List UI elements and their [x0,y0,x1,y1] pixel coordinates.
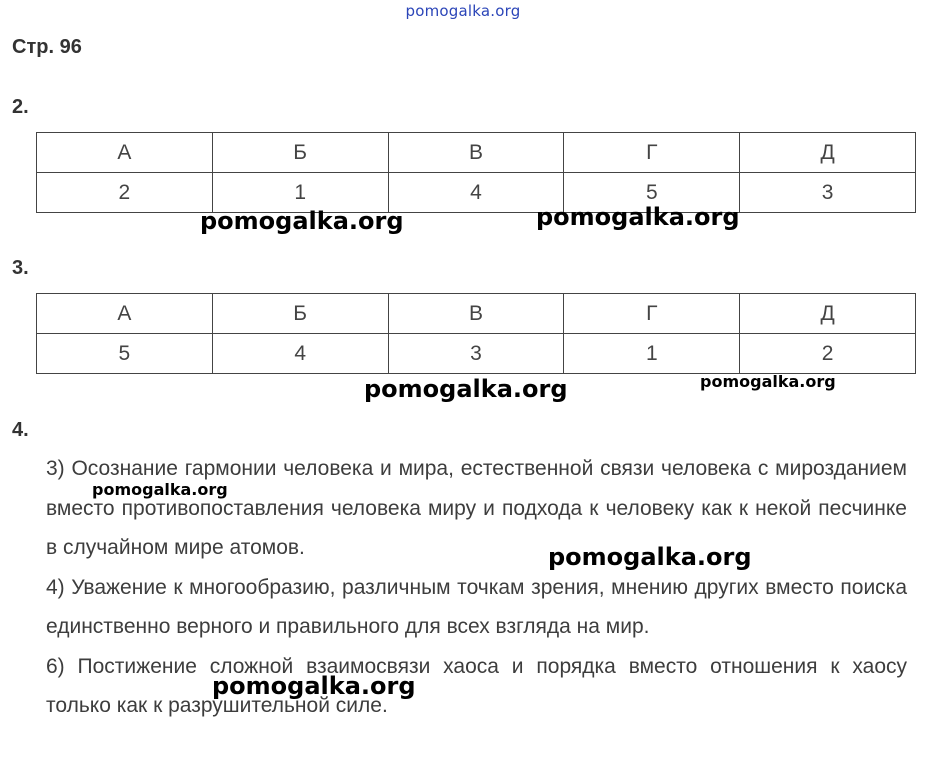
table-header-row [37,294,916,334]
watermark-text: pomogalka.org [700,372,836,391]
table-cell: 4 [388,173,564,213]
answer-item: 3) Осознание гармонии человека и мира, естественной связи человека с мирозданием вместо противопоставления человека миру и подхода к человеку как к некой песчинке в случайном мире атомов. [46,457,907,559]
watermark-text: pomogalka.org [548,543,752,571]
table-cell: 1 [564,334,740,374]
table-header-row [37,133,916,173]
table-cell: 2 [37,173,213,213]
task-4-number: 4. [12,419,29,441]
table-header-cell: Г [564,294,740,334]
watermark-text: pomogalka.org [364,375,568,403]
watermark-text: pomogalka.org [212,672,416,700]
table-cell: 5 [37,334,213,374]
table-header-cell: В [388,294,564,334]
table-header-cell: Д [740,133,916,173]
table-cell: 3 [740,173,916,213]
page-title: Стр. 96 [12,36,82,58]
table-header-cell: В [388,133,564,173]
watermark-text: pomogalka.org [536,203,740,231]
table-header-cell: Г [564,133,740,173]
task-3-number: 3. [12,257,29,279]
table-cell: 5 [564,173,740,213]
task-3-table [36,293,916,374]
table-row [37,334,916,374]
watermark-text: pomogalka.org [200,207,404,235]
table-cell: 2 [740,334,916,374]
table-row [37,173,916,213]
task-2-number: 2. [12,96,29,118]
answer-item: 4) Уважение к многообразию, различным точкам зрения, мнению других вместо поиска единственно верного и правильного для всех взгляда на мир. [46,575,907,638]
table-header-cell: А [37,294,213,334]
table-cell: 3 [388,334,564,374]
table-header-cell: А [37,133,213,173]
site-watermark: pomogalka.org [405,2,521,20]
table-header-cell: Б [212,133,388,173]
watermark-text: pomogalka.org [92,480,228,499]
table-header-cell: Б [212,294,388,334]
table-header-cell: Д [740,294,916,334]
task-2-table [36,132,916,213]
table-cell: 1 [212,173,388,213]
answer-item: 6) Постижение сложной взаимосвязи хаоса и порядка вместо отношения к хаосу только как к разрушительной силе. [46,654,907,717]
table-cell: 4 [212,334,388,374]
